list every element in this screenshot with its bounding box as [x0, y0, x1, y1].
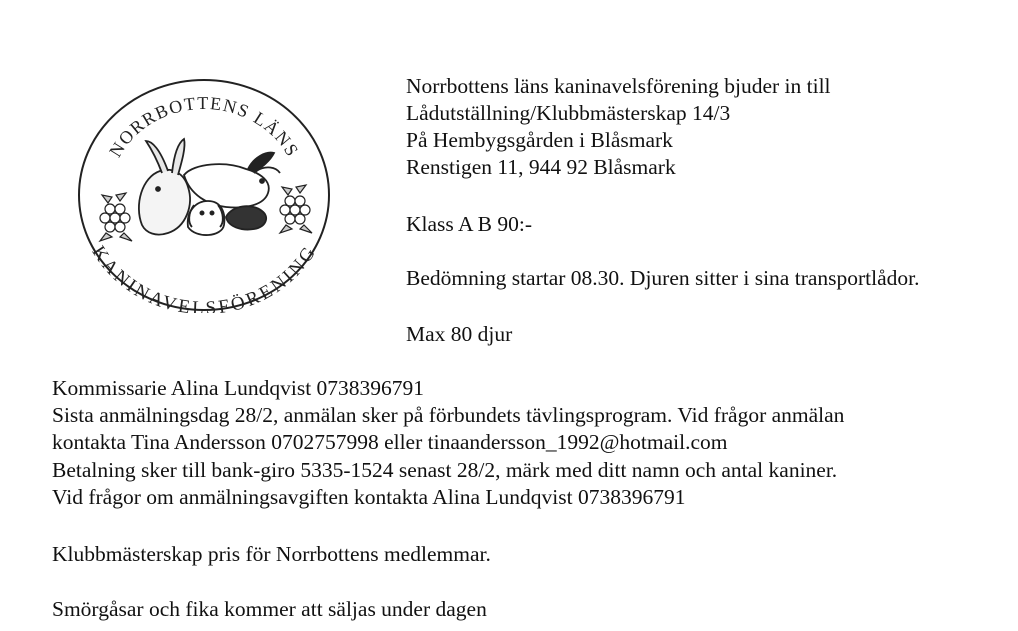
body-line-4: Betalning sker till bank-giro 5335-1524 senast 28/2, märk med ditt namn och antal kaniner. [52, 458, 838, 482]
body-line-5: Vid frågor om anmälningsavgiften kontakta Alina Lundqvist 0738396791 [52, 485, 686, 509]
body-line-1: Kommissarie Alina Lundqvist 0738396791 [52, 376, 425, 400]
max-animals-text: Max 80 djur [406, 322, 513, 346]
body-line-2: Sista anmälningsdag 28/2, anmälan sker på förbundets tävlingsprogram. Vid frågor anmälan [52, 403, 845, 427]
body-line-3: kontakta Tina Andersson 0702757998 eller tinaandersson_1992@hotmail.com [52, 430, 728, 454]
class-fee-text: Klass A B 90:- [406, 212, 533, 236]
left-berry-cluster [100, 193, 132, 241]
header-line-3: På Hembygsgården i Blåsmark [406, 128, 673, 152]
club-logo [76, 77, 332, 313]
logo-arc-top-text: NORRBOTTENS LÄNS [105, 93, 303, 161]
club-championship-text: Klubbmästerskap pris för Norrbottens medlemmar. [52, 542, 491, 566]
judging-info-text: Bedömning startar 08.30. Djuren sitter i sina transportlådor. [406, 266, 920, 290]
logo-arc-bottom-text: KANINAVELSFÖRENING [87, 242, 321, 313]
header-line-2: Lådutställning/Klubbmästerskap 14/3 [406, 101, 731, 125]
right-berry-cluster [280, 185, 312, 233]
header-line-1: Norrbottens läns kaninavelsförening bjuder in till [406, 74, 831, 98]
header-line-4: Renstigen 11, 944 92 Blåsmark [406, 155, 676, 179]
food-sale-text: Smörgåsar och fika kommer att säljas under dagen [52, 597, 487, 621]
rabbits-illustration [139, 139, 280, 235]
